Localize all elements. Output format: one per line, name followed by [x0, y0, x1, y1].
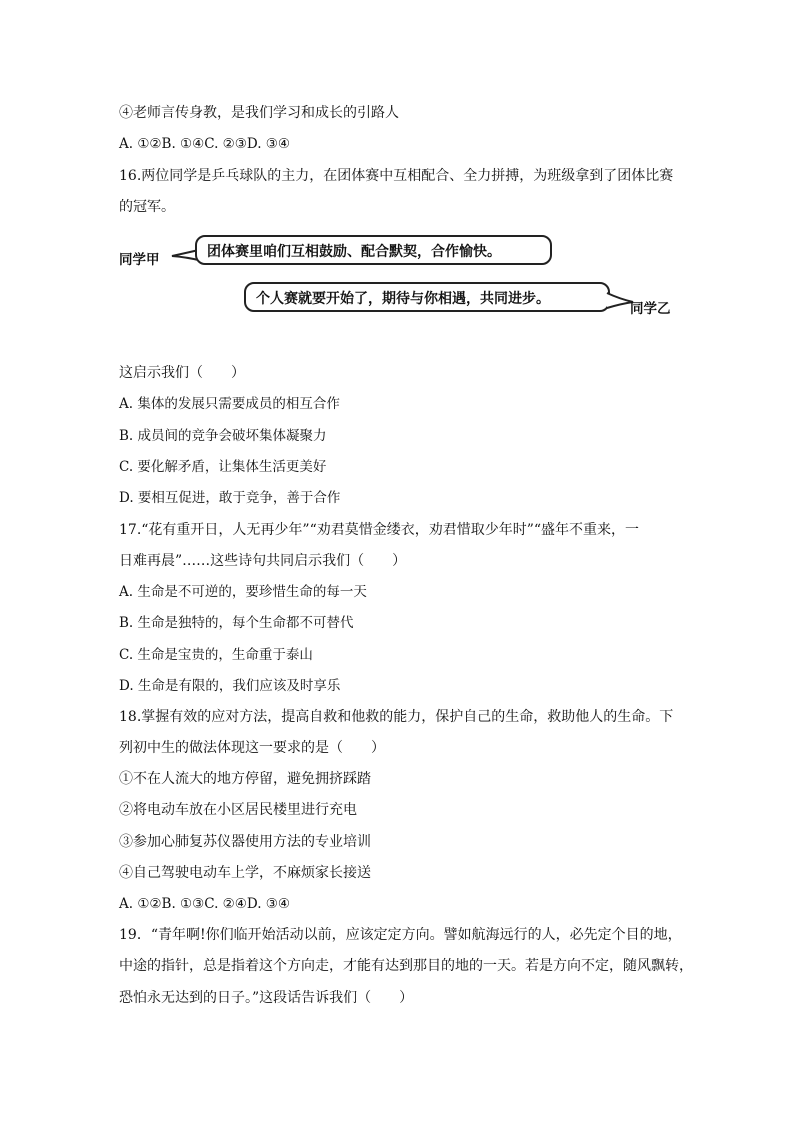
question-16-prompt: 这启示我们（ ）	[119, 365, 245, 381]
question-16-stem-cont: 的冠军。	[119, 199, 175, 215]
question-17-stem-cont: 日难再晨”……这些诗句共同启示我们（ ）	[119, 553, 407, 569]
speaker-b-label: 同学乙	[630, 301, 671, 317]
option-c: C. 要化解矛盾，让集体生活更美好	[119, 459, 327, 475]
question-19-stem: 19．“青年啊!你们临开始活动以前，应该定定方向。譬如航海远行的人，必先定个目的地，	[119, 927, 682, 943]
question-19-stem-end: 恐怕永无达到的日子。”这段话告诉我们（ ）	[119, 990, 414, 1006]
option-item-4: ④自己驾驶电动车上学，不麻烦家长接送	[119, 865, 371, 881]
option-b: B. 成员间的竞争会破坏集体凝聚力	[119, 428, 327, 444]
speaker-a-label: 同学甲	[119, 252, 160, 268]
question-16-stem: 16.两位同学是乒乓球队的主力，在团体赛中互相配合、全力拼搏，为班级拿到了团体比赛	[119, 168, 674, 184]
option-a: A. 集体的发展只需要成员的相互合作	[119, 396, 340, 412]
option-a: A. 生命是不可逆的，要珍惜生命的每一天	[119, 584, 367, 600]
option-d: D. 生命是有限的，我们应该及时享乐	[119, 678, 341, 694]
answer-choices: A. ①②B. ①③C. ②④D. ③④	[119, 896, 291, 912]
question-17-stem: 17.“花有重开日，人无再少年”“劝君莫惜金缕衣，劝君惜取少年时”“盛年不重来，一	[119, 522, 640, 538]
speech-bubble-b: 个人赛就要开始了，期待与你相遇，共同进步。	[244, 282, 610, 312]
question-19-stem-cont: 中途的指针，总是指着这个方向走，才能有达到那目的地的一天。若是方向不定，随风飘转，	[119, 958, 693, 974]
question-18-stem-cont: 列初中生的做法体现这一要求的是（ ）	[119, 740, 385, 756]
option-d: D. 要相互促进，敢于竞争，善于合作	[119, 490, 341, 506]
question-18-stem: 18.掌握有效的应对方法，提高自救和他救的能力，保护自己的生命，救助他人的生命。下	[119, 709, 674, 725]
option-b: B. 生命是独特的，每个生命都不可替代	[119, 615, 354, 631]
option-item-3: ③参加心肺复苏仪器使用方法的专业培训	[119, 834, 371, 850]
option-item-1: ①不在人流大的地方停留，避免拥挤踩踏	[119, 771, 371, 787]
option-item-4: ④老师言传身教，是我们学习和成长的引路人	[119, 105, 399, 121]
speech-bubble-a: 团体赛里咱们互相鼓励、配合默契，合作愉快。	[195, 235, 552, 265]
option-item-2: ②将电动车放在小区居民楼里进行充电	[119, 802, 357, 818]
answer-choices: A. ①②B. ①④C. ②③D. ③④	[119, 136, 291, 152]
option-c: C. 生命是宝贵的，生命重于泰山	[119, 647, 313, 663]
